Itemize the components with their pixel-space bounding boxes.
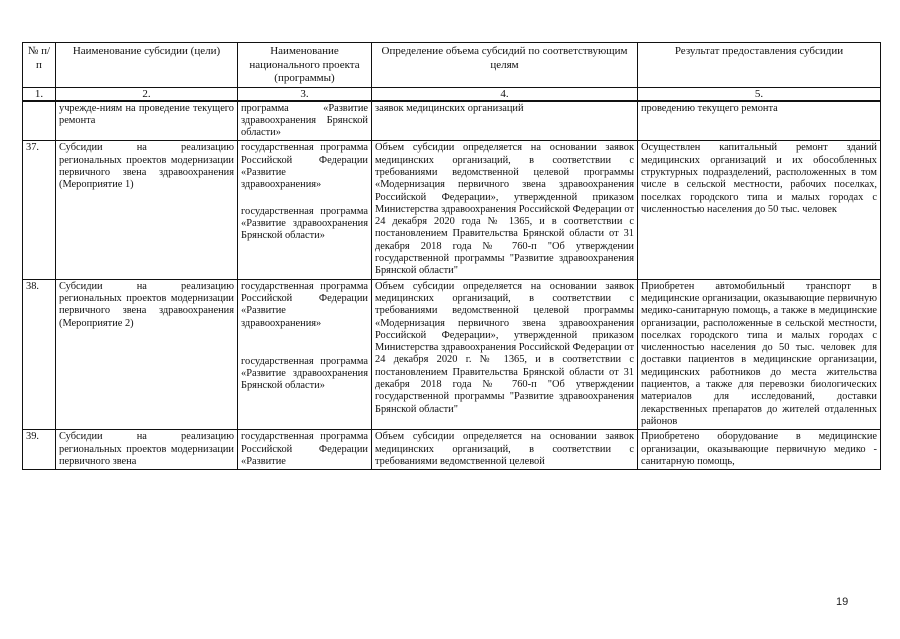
project-name: программа «Развитие здравоохранения Брянской области» <box>238 101 372 141</box>
volume-definition <box>372 430 638 470</box>
project-name-regional: государственная программа «Развитие здравоохранения Брянской области» <box>241 205 368 242</box>
document-page <box>22 42 880 470</box>
column-number: 5. <box>638 87 881 101</box>
row-number: 37. <box>23 141 56 279</box>
volume-definition-text: Объем субсидии определяется на основании заявок медицинских организаций, в соответствии с требованиями ведомственной целевой <box>375 431 634 467</box>
subsidy-result-text: Приобретено оборудование в медицинские организации, оказывающие первичную медико - санитарную помощь, <box>641 431 877 467</box>
volume-definition: Объем субсидии определяется на основании заявок медицинских организаций, в соответствии с требованиями ведомственной целевой программы «Модернизация первичного звена здравоохранения Российской Федерации», утвержденной приказом Министерства здравоохранения Российской Федерации от 24 декабря 2020 г. № 1365, и в соответствии с постановлением Правительства Брянской области от 31 декабря 2018 года № 760-п "Об утверждении государственной программы "Развитие здравоохранения Брянской области" <box>372 279 638 430</box>
subsidy-result: проведению текущего ремонта <box>638 101 881 141</box>
subsidy-name: Субсидии на реализацию региональных проектов модернизации первичного звена здравоохранения (Мероприятие 1) <box>56 141 238 279</box>
volume-definition: Объем субсидии определяется на основании заявок медицинских организаций, в соответствии с требованиями ведомственной целевой программы «Модернизация первичного звена здравоохранения Российской Федерации», утвержденной приказом Министерства здравоохранения Российской Федерации от 24 декабря 2020 года № 1365, и в соответствии с постановлением Правительства Брянской области от 31 декабря 2018 года № 760-п "Об утверждении государственной программы "Развитие здравоохранения Брянской области" <box>372 141 638 279</box>
table-row <box>23 141 881 279</box>
table-row-continuation <box>23 101 881 141</box>
header-project-name: Наименование национального проекта (программы) <box>238 43 372 88</box>
project-name-text: государственная программа Российской Федерации «Развитие <box>241 431 368 467</box>
table-header-row <box>23 43 881 88</box>
column-number: 2. <box>56 87 238 101</box>
project-name-regional: государственная программа «Развитие здравоохранения Брянской области» <box>241 355 368 392</box>
project-name <box>238 430 372 470</box>
row-number: 38. <box>23 279 56 430</box>
project-name-cell <box>238 279 372 430</box>
table-row <box>23 430 881 470</box>
table-row <box>23 279 881 430</box>
subsidy-name <box>56 430 238 470</box>
subsidy-name: учрежде-ниям на проведение текущего ремонта <box>56 101 238 141</box>
subsidy-table <box>22 42 881 470</box>
page-number: 19 <box>836 596 849 608</box>
subsidy-result <box>638 430 881 470</box>
project-name-federal: государственная программа Российской Федерации «Развитие здравоохранения» <box>241 142 368 191</box>
header-number: № п/п <box>23 43 56 88</box>
header-volume-definition: Определение объема субсидий по соответствующим целям <box>372 43 638 88</box>
row-number <box>23 101 56 141</box>
column-number: 3. <box>238 87 372 101</box>
header-result: Результат предоставления субсидии <box>638 43 881 88</box>
volume-definition: заявок медицинских организаций <box>372 101 638 141</box>
project-name-cell <box>238 141 372 279</box>
subsidy-name: Субсидии на реализацию региональных проектов модернизации первичного звена здравоохранения (Мероприятие 2) <box>56 279 238 430</box>
column-number: 1. <box>23 87 56 101</box>
column-number: 4. <box>372 87 638 101</box>
subsidy-result: Приобретен автомобильный транспорт в медицинские организации, оказывающие первичную медико-санитарную помощь, а также в медицинские организации, расположенные в сельской местности, поселках городского типа и малых городах с численностью населения до 50 тыс. человек для доставки пациентов в медицинские организации, медицинских работников до места жительства пациентов, а также для перевозки биологических материалов для исследований, доставки лекарственных препаратов до жителей отдаленных районов <box>638 279 881 430</box>
subsidy-name-text: Субсидии на реализацию региональных проектов модернизации первичного звена <box>59 431 234 467</box>
project-name-federal: государственная программа Российской Федерации «Развитие здравоохранения» <box>241 280 368 329</box>
header-subsidy-name: Наименование субсидии (цели) <box>56 43 238 88</box>
row-number: 39. <box>23 430 56 470</box>
subsidy-result: Осуществлен капитальный ремонт зданий медицинских организаций и их обособленных структурных подразделений, расположенных в том числе в сельской местности, рабочих поселках, поселках городского типа и малых городах с численностью населения до 50 тыс. человек <box>638 141 881 279</box>
column-number-row <box>23 87 881 101</box>
